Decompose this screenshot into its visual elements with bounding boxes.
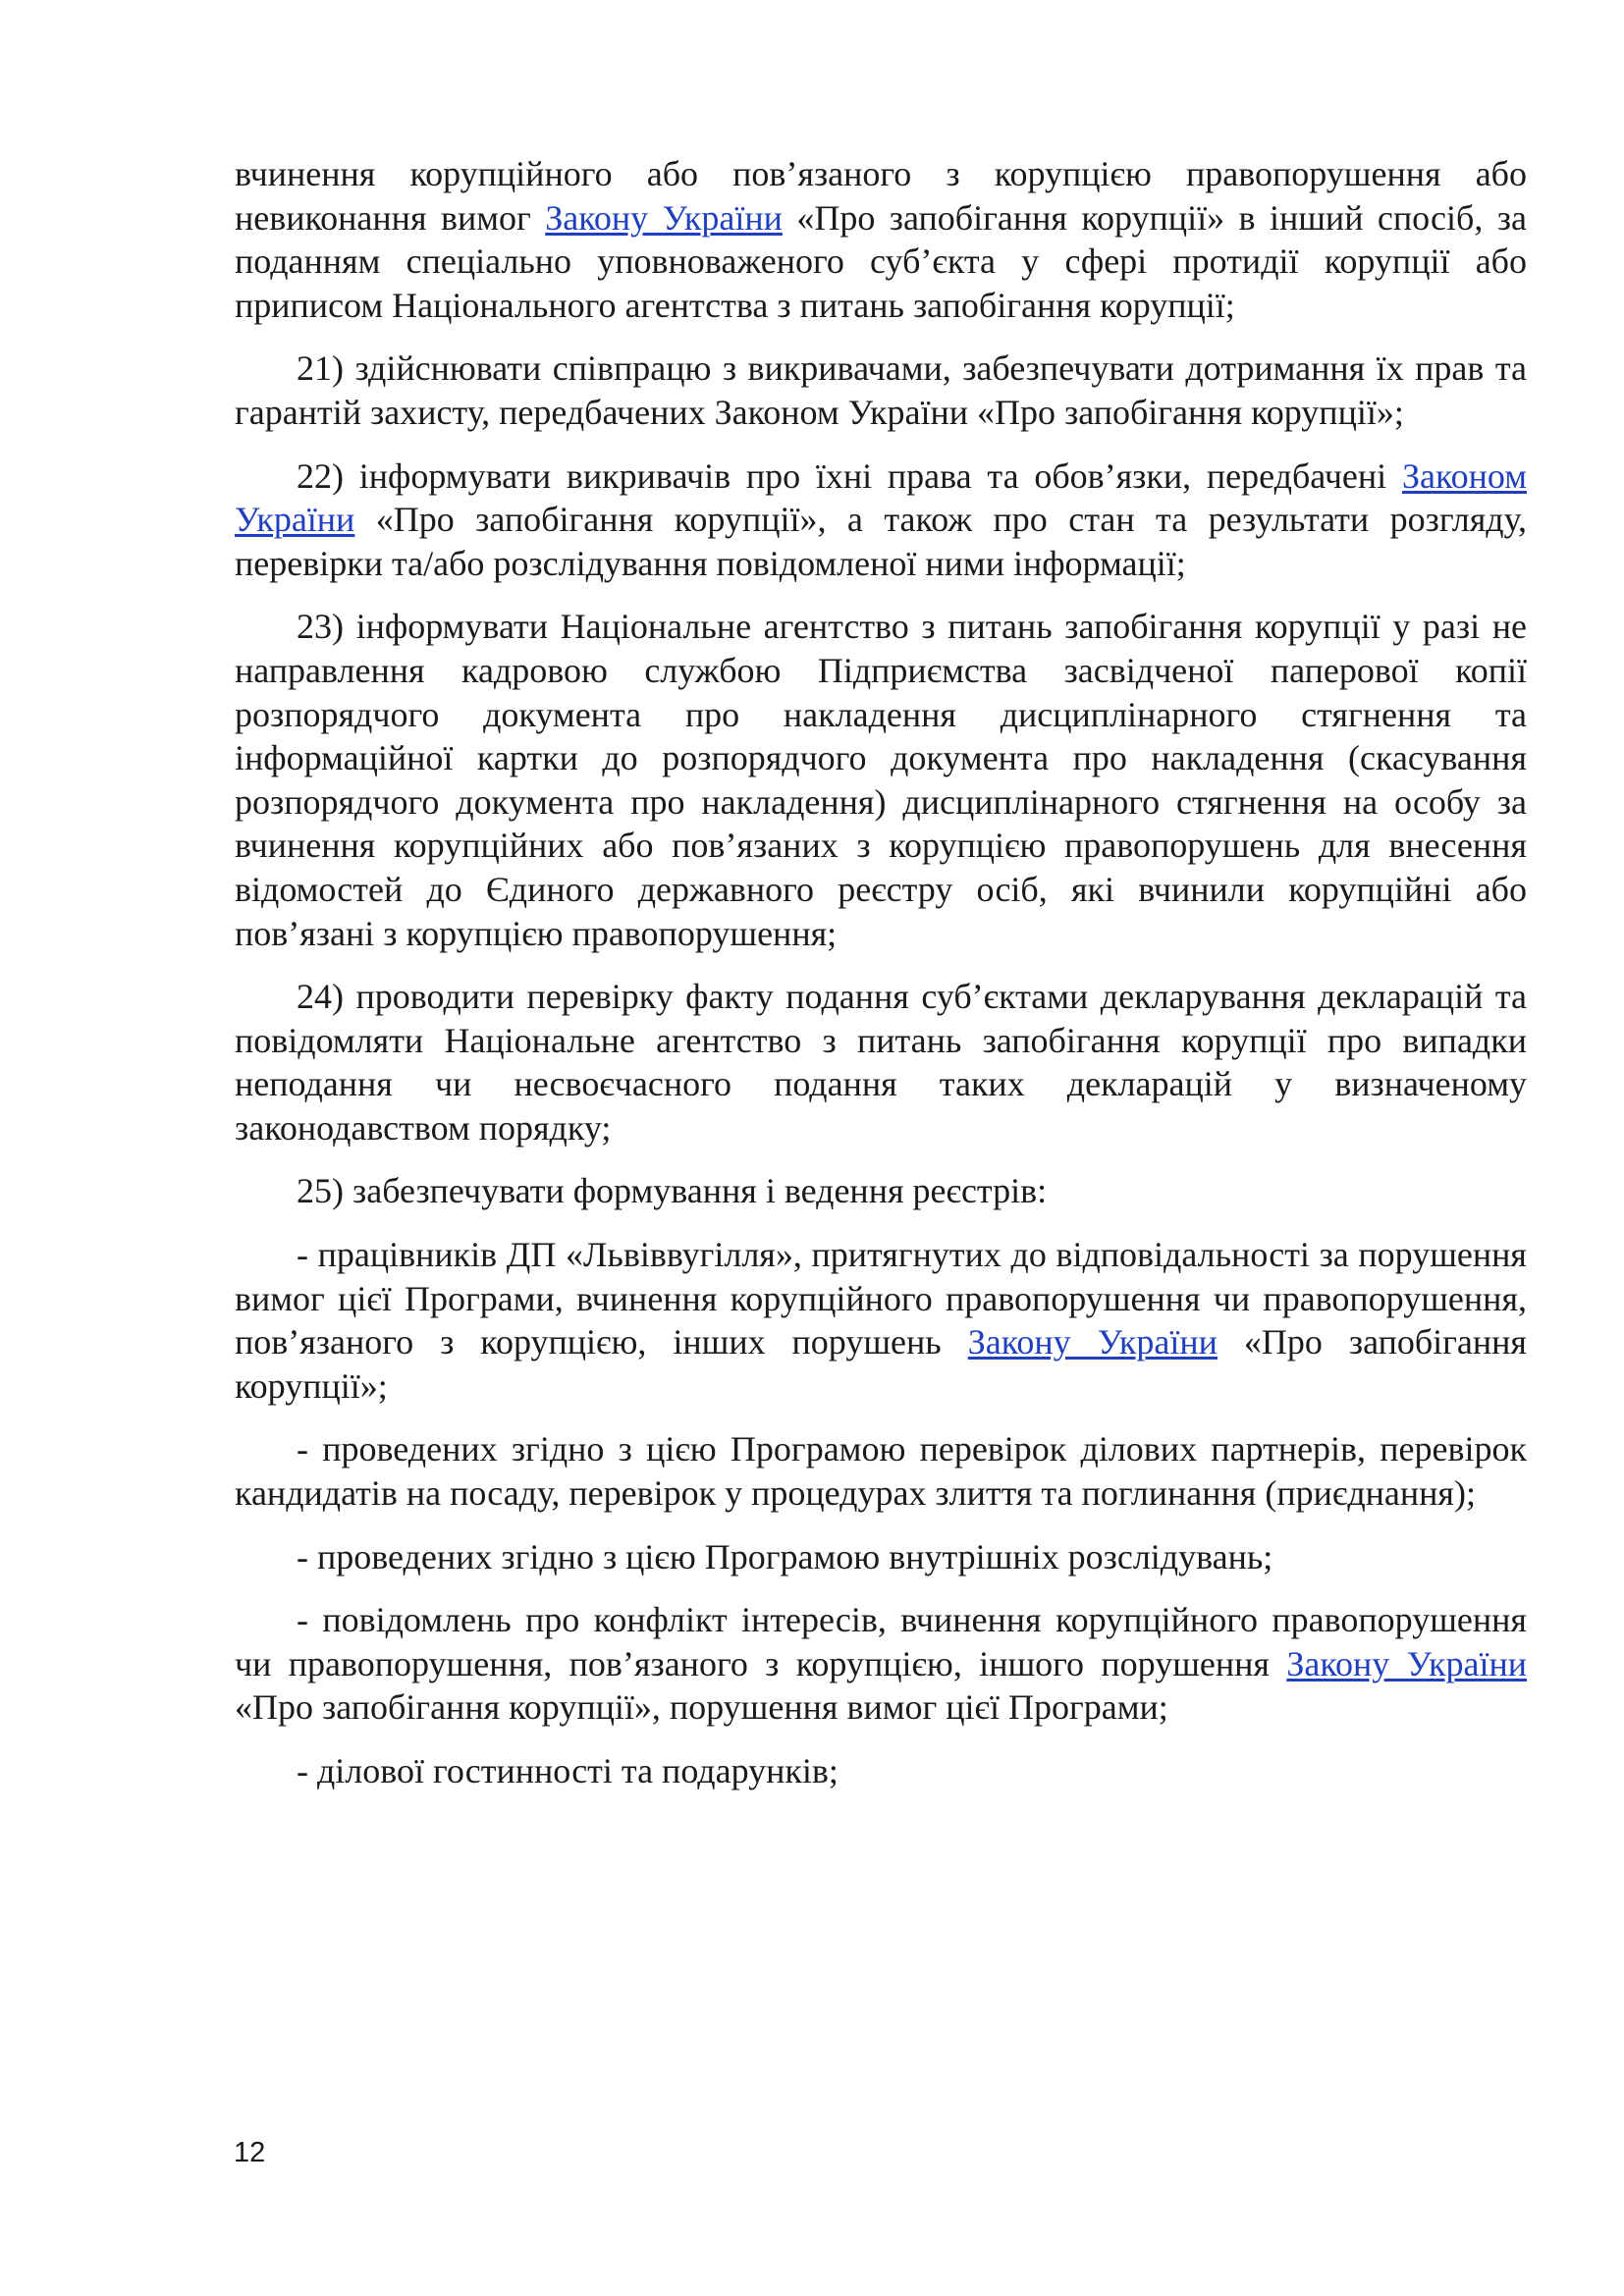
law-link[interactable]: Закону України [1286, 1643, 1527, 1683]
paragraph-text: - повідомлень про конфлікт інтересів, вчинення корупційного правопорушення чи правопорушення, пов’язаного з корупцією, іншого порушення [235, 1600, 1527, 1683]
paragraph-item-21 [235, 347, 1527, 434]
paragraph-text: - проведених згідно з цією Програмою внутрішніх розслідувань; [297, 1536, 1273, 1576]
registry-item-investigations [235, 1535, 1527, 1579]
paragraph-text: 25) забезпечувати формування і ведення реєстрів: [297, 1171, 1048, 1211]
registry-item-gifts [235, 1749, 1527, 1793]
paragraph-item-23 [235, 605, 1527, 955]
paragraph-text: «Про запобігання корупції», а також про стан та результати розгляду, перевірки та/або розслідування повідомленої ними інформації; [235, 500, 1527, 583]
paragraph-item-24 [235, 975, 1527, 1149]
document-body [235, 152, 1527, 1813]
law-link[interactable]: Закону України [545, 197, 783, 238]
paragraph-text: 23) інформувати Національне агентство з питань запобігання корупції у разі не направлення кадровою службою Підприємства засвідченої паперової копії розпорядчого документа про накладення дисциплінарного стягнення та інформаційної картки до розпорядчого документа про накладення (скасування розпорядчого документа про накладення) дисциплінарного стягнення на особу за вчинення корупційних або пов’язаних з корупцією правопорушень для внесення відомостей до Єдиного державного реєстру осіб, які вчинили корупційні або пов’язані з корупцією правопорушення; [235, 607, 1527, 953]
paragraph-text: 22) інформувати викривачів про їхні права та обов’язки, передбачені [297, 455, 1402, 496]
paragraph-continuation [235, 152, 1527, 327]
paragraph-item-22 [235, 454, 1527, 586]
registry-item-employees [235, 1233, 1527, 1408]
law-link[interactable]: Закону України [967, 1322, 1218, 1362]
registry-item-reports [235, 1598, 1527, 1730]
paragraph-text: 24) проводити перевірку факту подання суб’єктами декларування декларацій та повідомляти Національне агентство з питань запобігання корупції про випадки неподання чи несвоєчасного подання таких декларацій у визначеному законодавством порядку; [235, 977, 1527, 1148]
paragraph-text: «Про запобігання корупції» в інший спосіб, за поданням спеціально уповноваженого суб’єкта у сфері протидії корупції або приписом Національного агентства з питань запобігання корупції; [235, 197, 1527, 325]
paragraph-item-25 [235, 1169, 1527, 1213]
paragraph-text: - ділової гостинності та подарунків; [297, 1751, 839, 1790]
paragraph-text: - працівників ДП «Львіввугілля», притягнутих до відповідальності за порушення вимог цієї Програми, вчинення корупційного правопорушення чи правопорушення, пов’язаного з корупцією, інших порушень [235, 1235, 1527, 1362]
paragraph-text: вчинення корупційного або пов’язаного з корупцією правопорушення або невиконання вимог [235, 154, 1527, 238]
paragraph-text: - проведених згідно з цією Програмою перевірок ділових партнерів, перевірок кандидатів на посаду, перевірок у процедурах злиття та поглинання (приєднання); [235, 1429, 1527, 1514]
registry-item-checks [235, 1427, 1527, 1515]
paragraph-text: 21) здійснювати співпрацю з викривачами, забезпечувати дотримання їх прав та гарантій захисту, передбачених Законом України «Про запобігання корупції»; [235, 348, 1527, 432]
law-link[interactable]: Законом України [235, 455, 1527, 540]
page-number: 12 [234, 2137, 266, 2168]
paragraph-text: «Про запобігання корупції»; [235, 1322, 1527, 1406]
paragraph-text: «Про запобігання корупції», порушення вимог цієї Програми; [235, 1687, 1168, 1728]
